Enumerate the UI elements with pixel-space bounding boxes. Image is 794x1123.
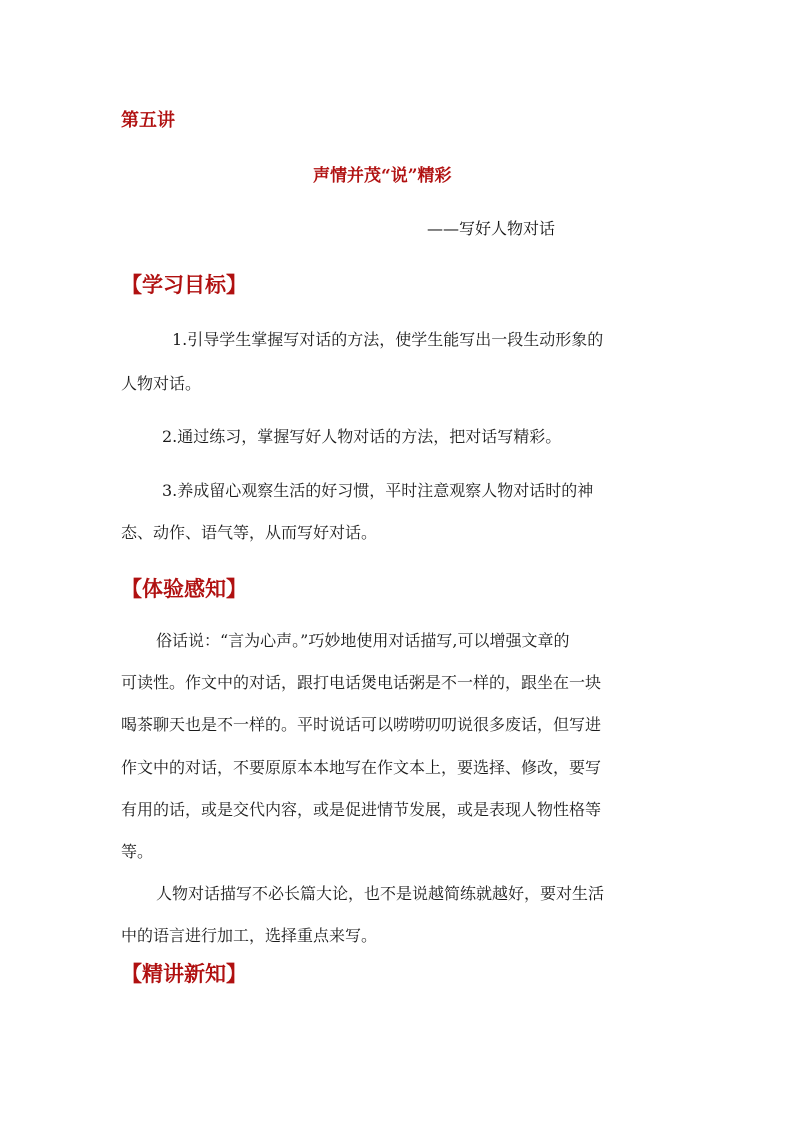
goal-line: 1.引导学生掌握写对话的方法，使学生能写出一段生动形象的 [172,330,604,349]
lesson-title: 声情并茂“说”精彩 [313,166,452,186]
goal-line: 人物对话。 [121,374,202,393]
paragraph-line: 喝茶聊天也是不一样的。平时说话可以唠唠叨叨说很多废话，但写进 [121,715,602,734]
paragraph-line: 可读性。作文中的对话，跟打电话煲电话粥是不一样的，跟坐在一块 [121,673,602,692]
paragraph-line: 人物对话描写不必长篇大论，也不是说越简练就越好，要对生活 [156,884,605,903]
paragraph-line: 俗话说：“言为心声。”巧妙地使用对话描写,可以增强文章的 [156,631,570,650]
lesson-subtitle: ——写好人物对话 [427,219,556,238]
paragraph-line: 有用的话，或是交代内容，或是促进情节发展，或是表现人物性格等 [121,800,602,819]
goal-line: 态、动作、语气等，从而写好对话。 [121,523,378,542]
paragraph-line: 中的语言进行加工，选择重点来写。 [121,926,378,945]
section-heading-experience: 【体验感知】 [121,576,247,601]
goal-line: 2.通过练习，掌握写好人物对话的方法，把对话写精彩。 [162,427,562,446]
paragraph-line: 等。 [121,842,154,861]
section-heading-new-knowledge: 【精讲新知】 [121,961,247,986]
section-heading-goals: 【学习目标】 [121,272,247,297]
goal-line: 3.养成留心观察生活的好习惯，平时注意观察人物对话时的神 [162,481,594,500]
lecture-number: 第五讲 [121,110,175,131]
paragraph-line: 作文中的对话，不要原原本本地写在作文本上，要选择、修改，要写 [121,758,602,777]
